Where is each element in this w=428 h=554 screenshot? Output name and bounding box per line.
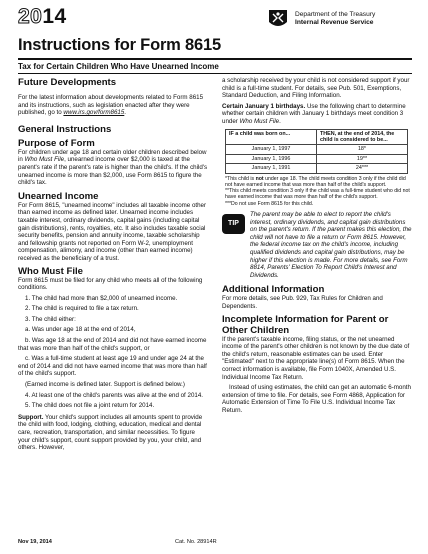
january-birthdays-text xyxy=(222,103,412,126)
condition-3c: c. Was a full-time student at least age 19 and under age 24 at the end of 2014 and did not have earned income that was more than half of the child's support. xyxy=(18,355,207,378)
year-outline-digits: 20 xyxy=(18,5,43,28)
additional-information-heading: Additional Information xyxy=(222,284,325,296)
support-text xyxy=(18,414,208,452)
extension-text: Instead of using estimates, the child can get an automatic 6-month extension of time to file. For details, see Form 4868, Application for Automatic Extension of Time To File U.S. Individual Income Tax Return. xyxy=(222,384,411,414)
note1-a: *This child is xyxy=(225,175,256,182)
purpose-text-b: , unearned income over $2,000 is taxed at the parent's rate if the parent's rate is higher than the child's. If the child's unearned income is more than $2,000, use Form 8615 to figure the child's tax. xyxy=(18,156,208,187)
january-birthdays-end: . xyxy=(279,117,281,125)
table-cell-born: January 1, 1996 xyxy=(226,154,317,163)
january-birthdays-em: Who Must File xyxy=(239,117,280,125)
future-developments-heading: Future Developments xyxy=(18,77,117,88)
purpose-em: Who Must File xyxy=(24,156,65,164)
table-header-row xyxy=(226,129,408,145)
page-subtitle: Tax for Certain Children Who Have Unearned Income xyxy=(18,62,219,71)
agency-name: Internal Revenue Service xyxy=(295,19,374,26)
condition-3: 3. The child either: xyxy=(25,315,76,323)
january-birthdays-label: Certain January 1 birthdays. xyxy=(222,102,306,110)
right-column xyxy=(222,74,412,418)
who-must-file-intro: Form 8615 must be filed for any child who meets all of the following conditions. xyxy=(18,276,203,292)
unearned-income-heading: Unearned Income xyxy=(18,190,99,202)
table-cell-age: 19** xyxy=(317,154,408,163)
table-header-born: IF a child was born on... xyxy=(226,129,317,145)
support-body: Your child's support includes all amounts spent to provide the child with food, lodging, clothing, education, medical and dental care, recreation, transportation, and similar necessities. To figure your child's support, count support provided by you, your child, and others. However, xyxy=(18,413,203,452)
tip-text: The parent may be able to elect to report the child's interest, ordinary dividends, and capital gain distributions on the parent's return. If the parent makes this election, the child will not have to file a return or Form 8615. However, the federal income tax on the child's income, including qualified dividends and capital gain distributions, may be higher if this election is made. For more details, see Form 8814, Parents' Election To Report Child's Interest and Dividends. xyxy=(250,211,412,279)
purpose-heading: Purpose of Form xyxy=(18,137,95,149)
note1-c: under age 18. The child meets condition 3 only if the child did not have earned income that was more than half of the child's support. xyxy=(225,175,406,188)
tip-callout xyxy=(222,211,412,279)
year-solid-digits: 14 xyxy=(42,5,67,28)
incomplete-information-text: If the parent's taxable income, filing status, or the net unearned income of the parent's other children is not known by the due date of the child's return, reasonable estimates can be used. Enter "Estimated" next to the appropriate line(s) of Form 8615. When the correct information is available, file Form 1040X, Amended U.S. Individual Income Tax Return. xyxy=(222,335,410,381)
future-developments-text xyxy=(18,94,208,117)
additional-information-text: For more details, see Pub. 929, Tax Rules for Children and Dependents. xyxy=(222,295,383,311)
purpose-text-a: For children under age 18 and certain older children described below in xyxy=(18,148,207,164)
agency-block xyxy=(295,11,375,27)
table-cell-age: 18* xyxy=(317,145,408,154)
condition-1: 1. The child had more than $2,000 of unearned income. xyxy=(25,294,178,302)
support-label: Support. xyxy=(18,413,44,421)
form8615-link[interactable]: www.irs.gov/form8615 xyxy=(63,109,125,117)
condition-3b: b. Was age 18 at the end of 2014 and did not have earned income that was more than half of the child's support, or xyxy=(18,337,207,352)
note1-b: not xyxy=(255,175,264,182)
unearned-income-text: For Form 8615, "unearned income" includes all taxable income other than earned income as defined later. Unearned income includes taxable interest, ordinary dividends, capital gains (including capital gain distributions), rents, royalties, etc. It also includes taxable social security benefits, pension and annuity income, taxable scholarship and fellowship grants not reported on Form W-2, unemployment compensation, alimony, and income (other than earned income) received as the beneficiary of a trust. xyxy=(18,201,207,262)
birthday-table xyxy=(225,129,408,174)
support-continued-text: a scholarship received by your child is not considered support if your child is a full-time student. For details, see Pub. 501, Exemptions, Standard Deduction, and Filing Information. xyxy=(222,77,410,100)
table-cell-born: January 1, 1991 xyxy=(226,164,317,173)
year-mark xyxy=(18,6,67,28)
condition-3a: a. Was under age 18 at the end of 2014, xyxy=(25,326,136,334)
department-name: Department of the Treasury xyxy=(295,11,376,18)
future-end: . xyxy=(124,109,127,117)
purpose-text xyxy=(18,149,208,187)
left-column xyxy=(18,74,208,455)
irs-eagle-logo-icon xyxy=(266,8,290,30)
who-must-file-heading: Who Must File xyxy=(18,265,84,277)
table-note-3: ***Do not use Form 8615 for this child. xyxy=(225,200,314,207)
footer-cat-number: Cat. No. 28914R xyxy=(175,539,217,545)
january-birthdays-body: Use the following chart to determine whether certain children with January 1 birthdays meet condition 3 under xyxy=(222,102,406,125)
table-row xyxy=(226,164,408,173)
earned-income-note: (Earned income is defined later. Support is defined below.) xyxy=(25,381,185,389)
page-title: Instructions for Form 8615 xyxy=(18,36,221,54)
future-text: For the latest information about developments related to Form 8615 and its instructions, such as legislation enacted after they were published, go to xyxy=(18,94,204,117)
title-rule xyxy=(18,58,412,60)
table-header-age: THEN, at the end of 2014, the child is considered to be... xyxy=(317,129,408,145)
condition-5: 5. The child does not file a joint return for 2014. xyxy=(25,402,155,410)
condition-2: 2. The child is required to file a tax return. xyxy=(25,305,139,313)
incomplete-information-heading: Incomplete Information for Parent or Other Children xyxy=(222,313,389,336)
table-cell-age: 24*** xyxy=(317,164,408,173)
footer-date: Nov 19, 2014 xyxy=(18,539,52,545)
tip-icon: TIP xyxy=(222,214,245,234)
general-instructions-heading: General Instructions xyxy=(18,123,112,135)
table-note-2: **This child meets condition 3 only if the child was a full-time student who did not have earned income that was more than half of the child's support. xyxy=(225,188,410,201)
table-row xyxy=(226,154,408,163)
table-cell-born: January 1, 1997 xyxy=(226,145,317,154)
table-note-1 xyxy=(225,176,412,189)
condition-4: 4. At least one of the child's parents was alive at the end of 2014. xyxy=(25,391,203,399)
table-row xyxy=(226,145,408,154)
